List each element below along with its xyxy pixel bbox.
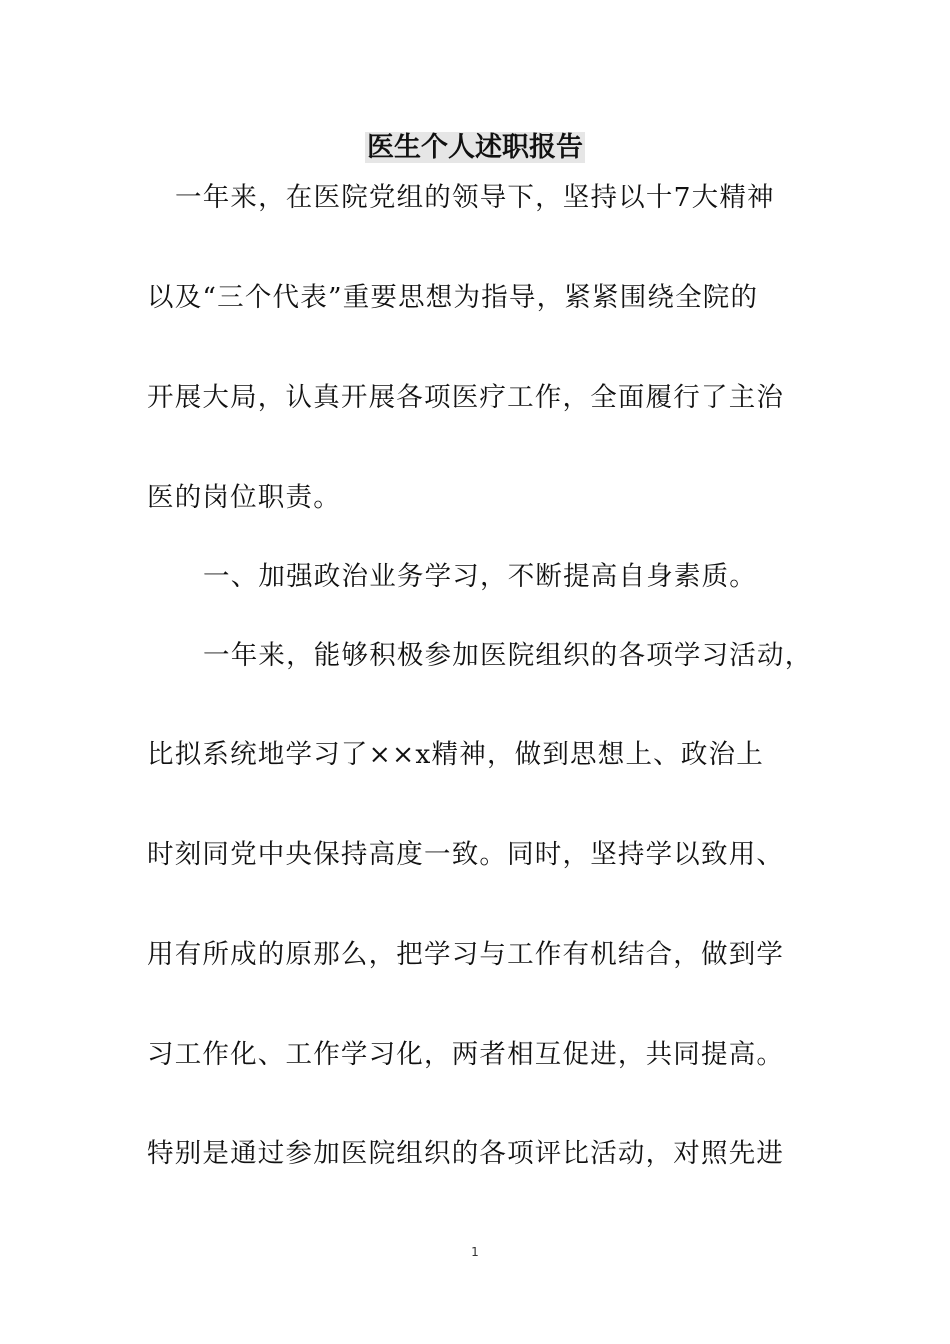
- document-title: [0, 128, 950, 168]
- page-number: 1: [471, 1245, 479, 1259]
- body-line-11: 特别是通过参加医院组织的各项评比活动，对照先进: [147, 1138, 785, 1169]
- body-line-9: 用有所成的原那么，把学习与工作有机结合，做到学: [147, 939, 785, 970]
- body-line-10: 习工作化、工作学习化，两者相互促进，共同提高。: [147, 1039, 785, 1070]
- body-line-2: 以及“三个代表”重要思想为指导，紧紧围绕全院的: [147, 282, 759, 313]
- body-line-6: 一年来，能够积极参加医院组织的各项学习活动，: [203, 640, 813, 671]
- body-line-3: 开展大局，认真开展各项医疗工作，全面履行了主治: [147, 382, 785, 413]
- body-line-1: 一年来，在医院党组的领导下，坚持以十7大精神: [175, 182, 775, 213]
- document-title-text: 医生个人述职报告: [367, 132, 583, 163]
- body-line-4: 医的岗位职责。: [147, 482, 341, 513]
- section-heading-1: 一、加强政治业务学习，不断提高自身素质。: [203, 561, 757, 592]
- body-line-8: 时刻同党中央保持高度一致。同时，坚持学以致用、: [147, 839, 785, 870]
- body-line-7: 比拟系统地学习了××x精神，做到思想上、政治上: [147, 739, 764, 770]
